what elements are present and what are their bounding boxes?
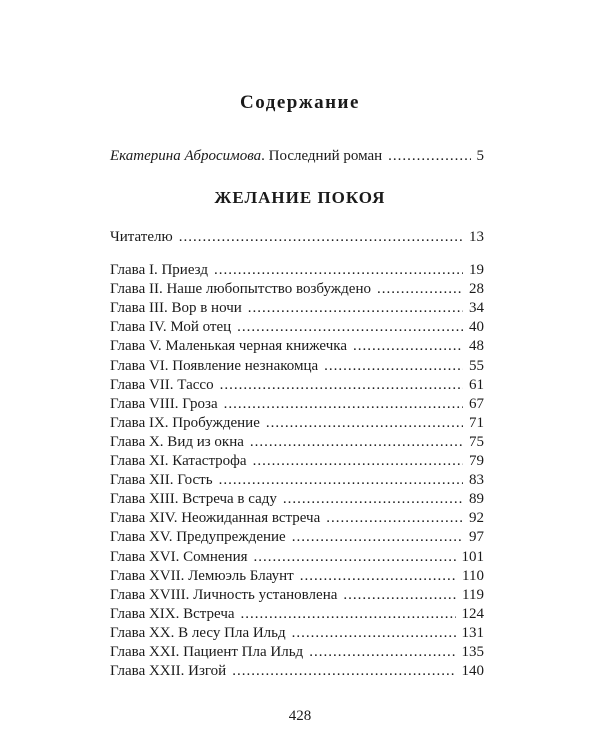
toc-entry-label: Глава XXI. Пациент Пла Ильд xyxy=(110,644,304,660)
intro-page: 5 xyxy=(476,148,484,164)
toc-entry-page: 92 xyxy=(469,510,484,527)
toc-entry xyxy=(110,413,484,433)
toc-entry-label: Глава III. Вор в ночи xyxy=(110,300,242,317)
toc-entry-label: Глава VII. Тассо xyxy=(110,376,214,393)
toc-entry-page: 13 xyxy=(469,229,484,245)
toc-entry xyxy=(110,317,484,337)
toc-entry xyxy=(110,227,484,247)
toc-entry xyxy=(110,375,484,395)
toc-entry-page: 40 xyxy=(469,319,484,336)
leader-dots xyxy=(309,642,455,662)
toc-entry-label: Глава II. Наше любопытство возбуждено xyxy=(110,281,371,298)
toc-entry-page: 135 xyxy=(461,644,484,660)
toc-entry xyxy=(110,527,484,547)
leader-dots xyxy=(253,451,463,471)
toc-entry-label: Глава XII. Гость xyxy=(110,472,213,489)
leader-dots xyxy=(377,279,463,299)
toc-entry xyxy=(110,547,484,567)
toc-entry-page: 97 xyxy=(469,529,484,546)
toc-entry-page: 48 xyxy=(469,338,484,355)
toc-entry xyxy=(110,604,484,624)
toc-entry xyxy=(110,260,484,280)
leader-dots xyxy=(224,394,463,414)
toc-entry-page: 101 xyxy=(461,548,484,565)
toc-entry xyxy=(110,279,484,299)
toc-entry-label: Глава XVIII. Личность установлена xyxy=(110,586,338,603)
leader-dots xyxy=(254,547,456,567)
leader-dots xyxy=(214,260,463,280)
toc-entry xyxy=(110,489,484,509)
toc-entry xyxy=(110,432,484,452)
toc-entry-label: Глава XIV. Неожиданная встреча xyxy=(110,510,321,527)
toc-entry-label: Глава XV. Предупреждение xyxy=(110,529,286,546)
novel-heading: ЖЕЛАНИЕ ПОКОЯ xyxy=(214,188,386,207)
leader-dots xyxy=(292,527,463,547)
toc-entry-page: 89 xyxy=(469,491,484,508)
toc-entry-page: 119 xyxy=(462,586,484,603)
toc-entry-page: 83 xyxy=(469,472,484,489)
toc-entry xyxy=(110,356,484,376)
toc-entry-label: Глава XIII. Встреча в саду xyxy=(110,491,277,508)
leader-dots xyxy=(388,146,470,166)
toc-entry xyxy=(110,623,484,643)
toc-entry-label: Глава XIX. Встреча xyxy=(110,605,235,622)
leader-dots xyxy=(250,432,463,452)
leader-dots xyxy=(266,413,463,433)
toc-entry-label: Глава XVI. Сомнения xyxy=(110,548,248,565)
contents-heading: Содержание xyxy=(240,92,360,113)
leader-dots xyxy=(179,227,463,247)
toc-entry-label: Глава VI. Появление незнакомца xyxy=(110,357,319,374)
leader-dots xyxy=(220,375,463,395)
toc-entry-page: 19 xyxy=(469,262,484,278)
intro-label xyxy=(110,146,382,166)
toc-entry xyxy=(110,585,484,605)
toc-entry-label: Глава V. Маленькая черная книжечка xyxy=(110,338,347,355)
intro-entry xyxy=(110,146,484,166)
toc-entry-label: Глава X. Вид из окна xyxy=(110,433,244,450)
toc-entry-label: Глава XXII. Изгой xyxy=(110,663,227,680)
toc-entry-page: 34 xyxy=(469,300,484,317)
intro-title: . Последний роман xyxy=(261,148,383,164)
toc-entry-page: 75 xyxy=(469,433,484,450)
leader-dots xyxy=(324,356,463,376)
leader-dots xyxy=(248,298,463,318)
toc-entry xyxy=(110,470,484,490)
intro-author: Екатерина Абросимова xyxy=(110,148,262,164)
toc-entry-label: Читателю xyxy=(110,229,173,245)
leader-dots xyxy=(219,470,463,490)
leader-dots xyxy=(326,508,463,528)
toc-entry xyxy=(110,642,484,662)
leader-dots xyxy=(292,623,456,643)
toc-entry-page: 71 xyxy=(469,414,484,431)
toc-entry-label: Глава XI. Катастрофа xyxy=(110,453,247,469)
toc-entry-label: Глава XVII. Лемюэль Блаунт xyxy=(110,567,294,584)
toc-entry-page: 110 xyxy=(462,567,484,584)
leader-dots xyxy=(343,585,456,605)
toc-entry-page: 140 xyxy=(461,663,484,680)
toc-entry-label: Глава I. Приезд xyxy=(110,262,208,278)
toc-entry-label: Глава IV. Мой отец xyxy=(110,319,232,336)
leader-dots xyxy=(241,604,456,624)
toc-entry-label: Глава IX. Пробуждение xyxy=(110,414,260,431)
toc-entry xyxy=(110,394,484,414)
toc-entry-page: 61 xyxy=(469,376,484,393)
toc-entry xyxy=(110,661,484,681)
leader-dots xyxy=(353,336,463,356)
page-number: 428 xyxy=(288,708,312,724)
toc-entry xyxy=(110,298,484,318)
toc-entry xyxy=(110,508,484,528)
toc-entry xyxy=(110,336,484,356)
toc-entry-page: 55 xyxy=(469,357,484,374)
toc-entry-page: 131 xyxy=(461,624,484,641)
leader-dots xyxy=(237,317,463,337)
toc-entry xyxy=(110,566,484,586)
toc-entry xyxy=(110,451,484,471)
toc-entry-page: 79 xyxy=(469,453,484,469)
leader-dots xyxy=(300,566,456,586)
toc-entry-label: Глава VIII. Гроза xyxy=(110,395,218,412)
leader-dots xyxy=(232,661,455,681)
toc-entry-page: 67 xyxy=(469,395,484,412)
toc-entry-label: Глава XX. В лесу Пла Ильд xyxy=(110,624,286,641)
toc-entry-page: 124 xyxy=(461,605,484,622)
leader-dots xyxy=(283,489,463,509)
toc-entry-page: 28 xyxy=(469,281,484,298)
